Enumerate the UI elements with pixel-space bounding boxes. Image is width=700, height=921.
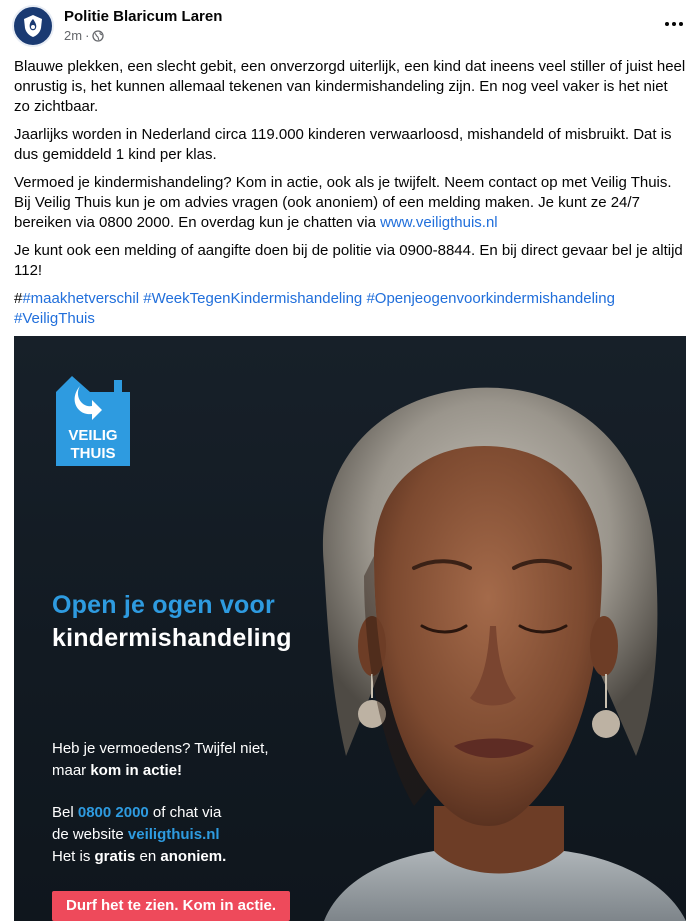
post-paragraph: Jaarlijks worden in Nederland circa 119.000 kinderen verwaarloosd, mishandeld of misbruikt. Dat is dus gemiddeld 1 kind per klas. [14,126,672,163]
copy-line: de website veiligthuis.nl [52,826,220,843]
hashtag-prefix: # [14,290,23,307]
copy-line: Heb je vermoedens? Twijfel niet, [52,740,269,757]
cta-banner: Durf het te zien. Kom in actie. [52,891,290,921]
post-header [0,0,700,52]
post-paragraph: Blauwe plekken, een slecht gebit, een onverzorgd uiterlijk, een kind dat ineens veel stiller of juist heel onrustig is, het kunnen allemaal tekenen van kindermishandeling zijn. En nog veel vaker is het niet zo zichtbaar. [14,58,686,115]
copy-line: maar kom in actie! [52,762,183,779]
police-badge-icon [20,13,46,39]
dot-icon [665,22,669,26]
hashtag-link[interactable]: #maakhetverschil [22,290,140,307]
hashtag-list [14,289,686,329]
campaign-copy-1 [52,738,372,782]
globe-icon[interactable] [92,30,104,42]
logo-text-line2: THUIS [70,445,116,462]
veiligthuis-link[interactable]: www.veiligthuis.nl [380,214,498,231]
page-name[interactable]: Politie Blaricum Laren [64,8,223,25]
meta-separator: · [85,28,90,43]
hashtag-link[interactable]: #VeiligThuis [14,310,95,327]
post-image[interactable] [14,336,686,921]
page-avatar[interactable] [12,5,54,47]
dot-icon [672,22,676,26]
copy-line: Het is gratis en anoniem. [52,848,227,865]
headline-blue: Open je ogen voor [52,591,275,619]
post-paragraph-text: Vermoed je kindermishandeling? Kom in actie, ook als je twijfelt. Neem contact op met Veilig Thuis. Bij Veilig Thuis kun je om advies vragen (ook anoniem) of een melding maken. Je kunt ze 24/7 bereiken via 0800 2000. En overdag kun je chatten via [14,174,672,231]
dot-icon [679,22,683,26]
post-paragraph [14,173,686,233]
post-text [14,57,686,337]
post-paragraph: Je kunt ook een melding of aangifte doen bij de politie via 0900-8844. En bij direct gevaar bel je altijd 112! [14,242,683,279]
hashtag-link[interactable]: #WeekTegenKindermishandeling [143,290,363,307]
copy-line: Bel 0800 2000 of chat via [52,804,222,821]
campaign-copy-2 [52,802,372,868]
more-options-button[interactable] [662,12,686,36]
hashtag-link[interactable]: #Openjeogenvoorkindermishandeling [366,290,615,307]
veilig-thuis-logo [52,370,134,468]
headline-white: kindermishandeling [52,624,292,652]
post-timestamp[interactable]: 2m [64,28,83,43]
logo-text-line1: VEILIG [68,427,118,444]
post-meta [64,28,104,43]
